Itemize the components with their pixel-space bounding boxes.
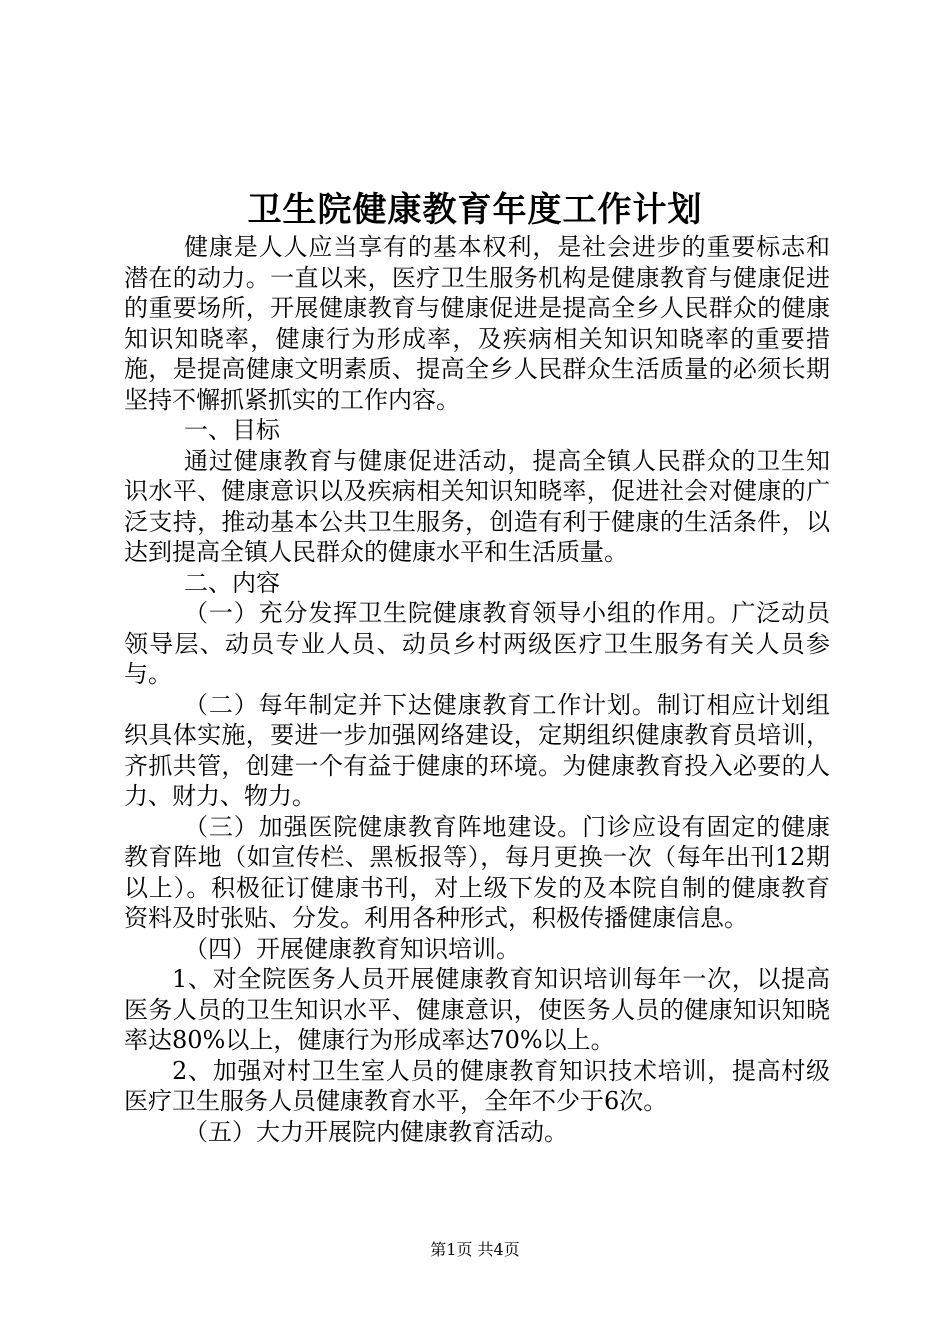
paragraph-item-5: （五）大力开展院内健康教育活动。 <box>184 1117 568 1146</box>
document-title: 卫生院健康教育年度工作计划 <box>247 190 703 230</box>
paragraph-subitem-1: 1、对全院医务人员开展健康教育知识培训每年一次，以提高医务人员的卫生知识水平、健康意识，使医务人员的健康知识知晓率达80%以上，健康行为形成率达70%以上。 <box>124 965 830 1054</box>
document-body <box>124 232 830 1147</box>
paragraph-goal: 通过健康教育与健康促进活动，提高全镇人民群众的卫生知识水平、健康意识以及疾病相关知识知晓率，促进社会对健康的广泛支持，推动基本公共卫生服务，创造有利于健康的生活条件，以达到提高全镇人民群众的健康水平和生活质量。 <box>124 446 830 566</box>
paragraph-item-4: （四）开展健康教育知识培训。 <box>184 934 520 963</box>
paragraph-intro: 健康是人人应当享有的基本权利，是社会进步的重要标志和潜在的动力。一直以来，医疗卫生服务机构是健康教育与健康促进的重要场所，开展健康教育与健康促进是提高全乡人民群众的健康知识知晓率，健康行为形成率，及疾病相关知识知晓率的重要措施，是提高健康文明素质、提高全乡人民群众生活质量的必须长期坚持不懈抓紧抓实的工作内容。 <box>124 233 830 414</box>
paragraph-item-2: （二）每年制定并下达健康教育工作计划。制订相应计划组织具体实施，要进一步加强网络建设，定期组织健康教育员培训，齐抓共管，创建一个有益于健康的环境。为健康教育投入必要的人力、财力、物力。 <box>124 690 830 810</box>
page-footer: 第1页 共4页 <box>430 1240 520 1259</box>
paragraph-item-1: （一）充分发挥卫生院健康教育领导小组的作用。广泛动员领导层、动员专业人员、动员乡村两级医疗卫生服务有关人员参与。 <box>124 599 830 688</box>
heading-content: 二、内容 <box>184 568 280 597</box>
heading-goal: 一、目标 <box>184 416 280 444</box>
paragraph-item-3: （三）加强医院健康教育阵地建设。门诊应设有固定的健康教育阵地（如宣传栏、黑板报等），每月更换一次（每年出刊12期以上）。积极征订健康书刊，对上级下发的及本院自制的健康教育资料及时张贴、分发。利用各种形式，积极传播健康信息。 <box>124 812 830 932</box>
paragraph-subitem-2: 2、加强对村卫生室人员的健康教育知识技术培训，提高村级医疗卫生服务人员健康教育水平，全年不少于6次。 <box>124 1056 830 1115</box>
